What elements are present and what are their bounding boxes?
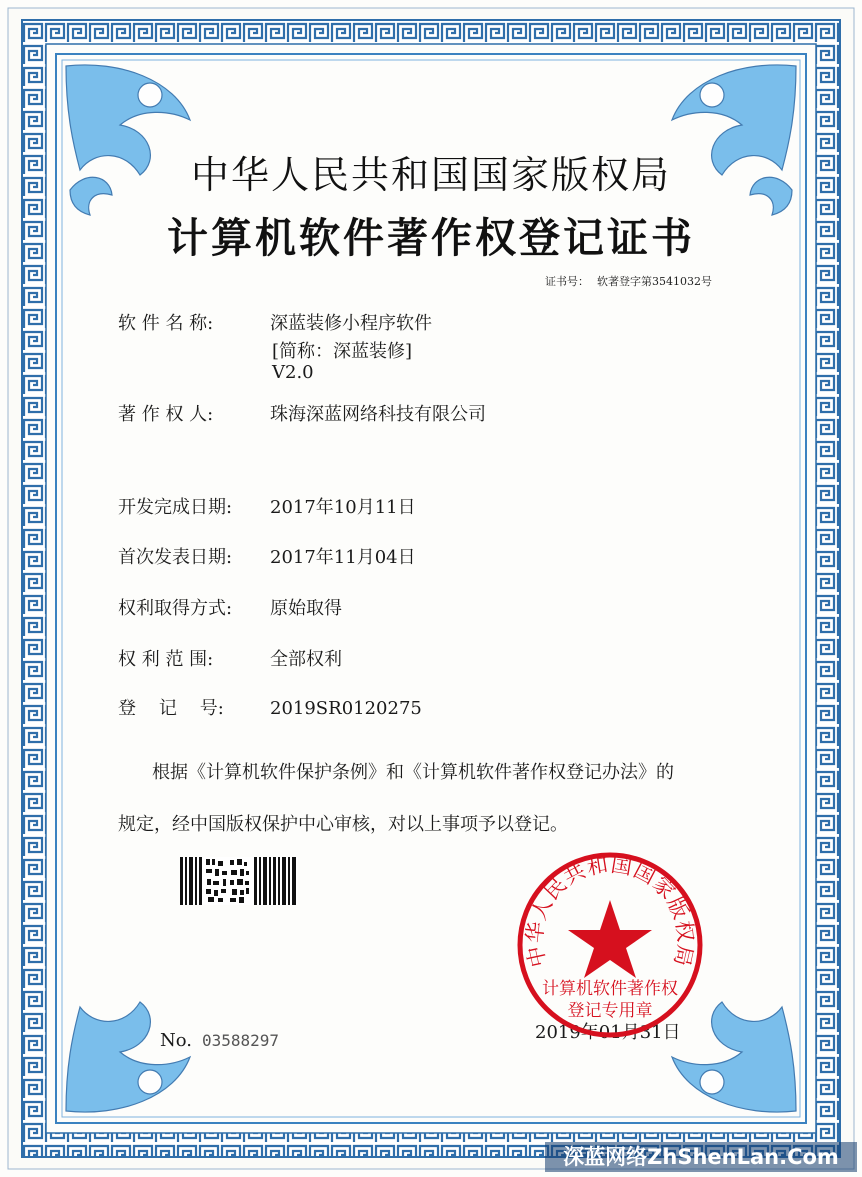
serial-value: 03588297 bbox=[202, 1031, 280, 1050]
statement-line-1: 根据《计算机软件保护条例》和《计算机软件著作权登记办法》的 bbox=[152, 762, 674, 783]
field-label: 开发完成日期: bbox=[118, 497, 233, 518]
seal-ring-text: 中华人民共和国国家版权局 bbox=[522, 852, 698, 970]
scope-value: 全部权利 bbox=[270, 649, 342, 670]
software-version: V2.0 bbox=[272, 362, 314, 383]
seal-line-1: 计算机软件著作权 bbox=[542, 979, 678, 999]
software-short-name: [简称：深蓝装修] bbox=[272, 341, 413, 362]
barcode bbox=[180, 857, 298, 905]
field-dev-completed bbox=[118, 493, 416, 519]
field-software-name bbox=[118, 309, 432, 335]
field-first-published bbox=[118, 543, 416, 569]
issue-date: 2019年01月31日 bbox=[535, 1022, 681, 1043]
dev-completed-value: 2017年10月11日 bbox=[270, 497, 416, 518]
watermark: 深蓝网络ZhShenLan.Com bbox=[545, 1142, 857, 1172]
seal-line-2: 登记专用章 bbox=[567, 1001, 653, 1021]
star-icon bbox=[568, 900, 652, 978]
first-published-value: 2017年11月04日 bbox=[270, 547, 416, 568]
certificate-number bbox=[545, 273, 720, 289]
field-owner bbox=[118, 400, 486, 426]
field-acquisition bbox=[118, 594, 342, 620]
reg-no-value: 2019SR0120275 bbox=[270, 698, 422, 719]
field-label: 权 利 范 围: bbox=[118, 649, 214, 670]
serial-label: No. bbox=[160, 1030, 192, 1051]
issuer-title: 中华人民共和国国家版权局 bbox=[190, 153, 671, 197]
certificate-number-label: 证书号： bbox=[545, 275, 589, 288]
field-label: 著 作 权 人: bbox=[118, 404, 214, 425]
owner-value: 珠海深蓝网络科技有限公司 bbox=[270, 404, 486, 425]
serial-number bbox=[160, 1030, 279, 1051]
field-label: 软 件 名 称: bbox=[118, 313, 214, 334]
acquisition-value: 原始取得 bbox=[270, 598, 342, 619]
field-label: 首次发表日期: bbox=[118, 547, 233, 568]
field-scope bbox=[118, 645, 342, 671]
field-label: 权利取得方式: bbox=[118, 598, 233, 619]
certificate-title: 计算机软件著作权登记证书 bbox=[167, 214, 695, 262]
field-label: 登 记 号: bbox=[118, 698, 224, 719]
statement-line-2: 规定，经中国版权保护中心审核，对以上事项予以登记。 bbox=[118, 814, 568, 835]
field-reg-no bbox=[118, 694, 422, 720]
software-name-value: 深蓝装修小程序软件 bbox=[270, 313, 432, 334]
certificate-number-value: 软著登字第3541032号 bbox=[597, 275, 712, 288]
